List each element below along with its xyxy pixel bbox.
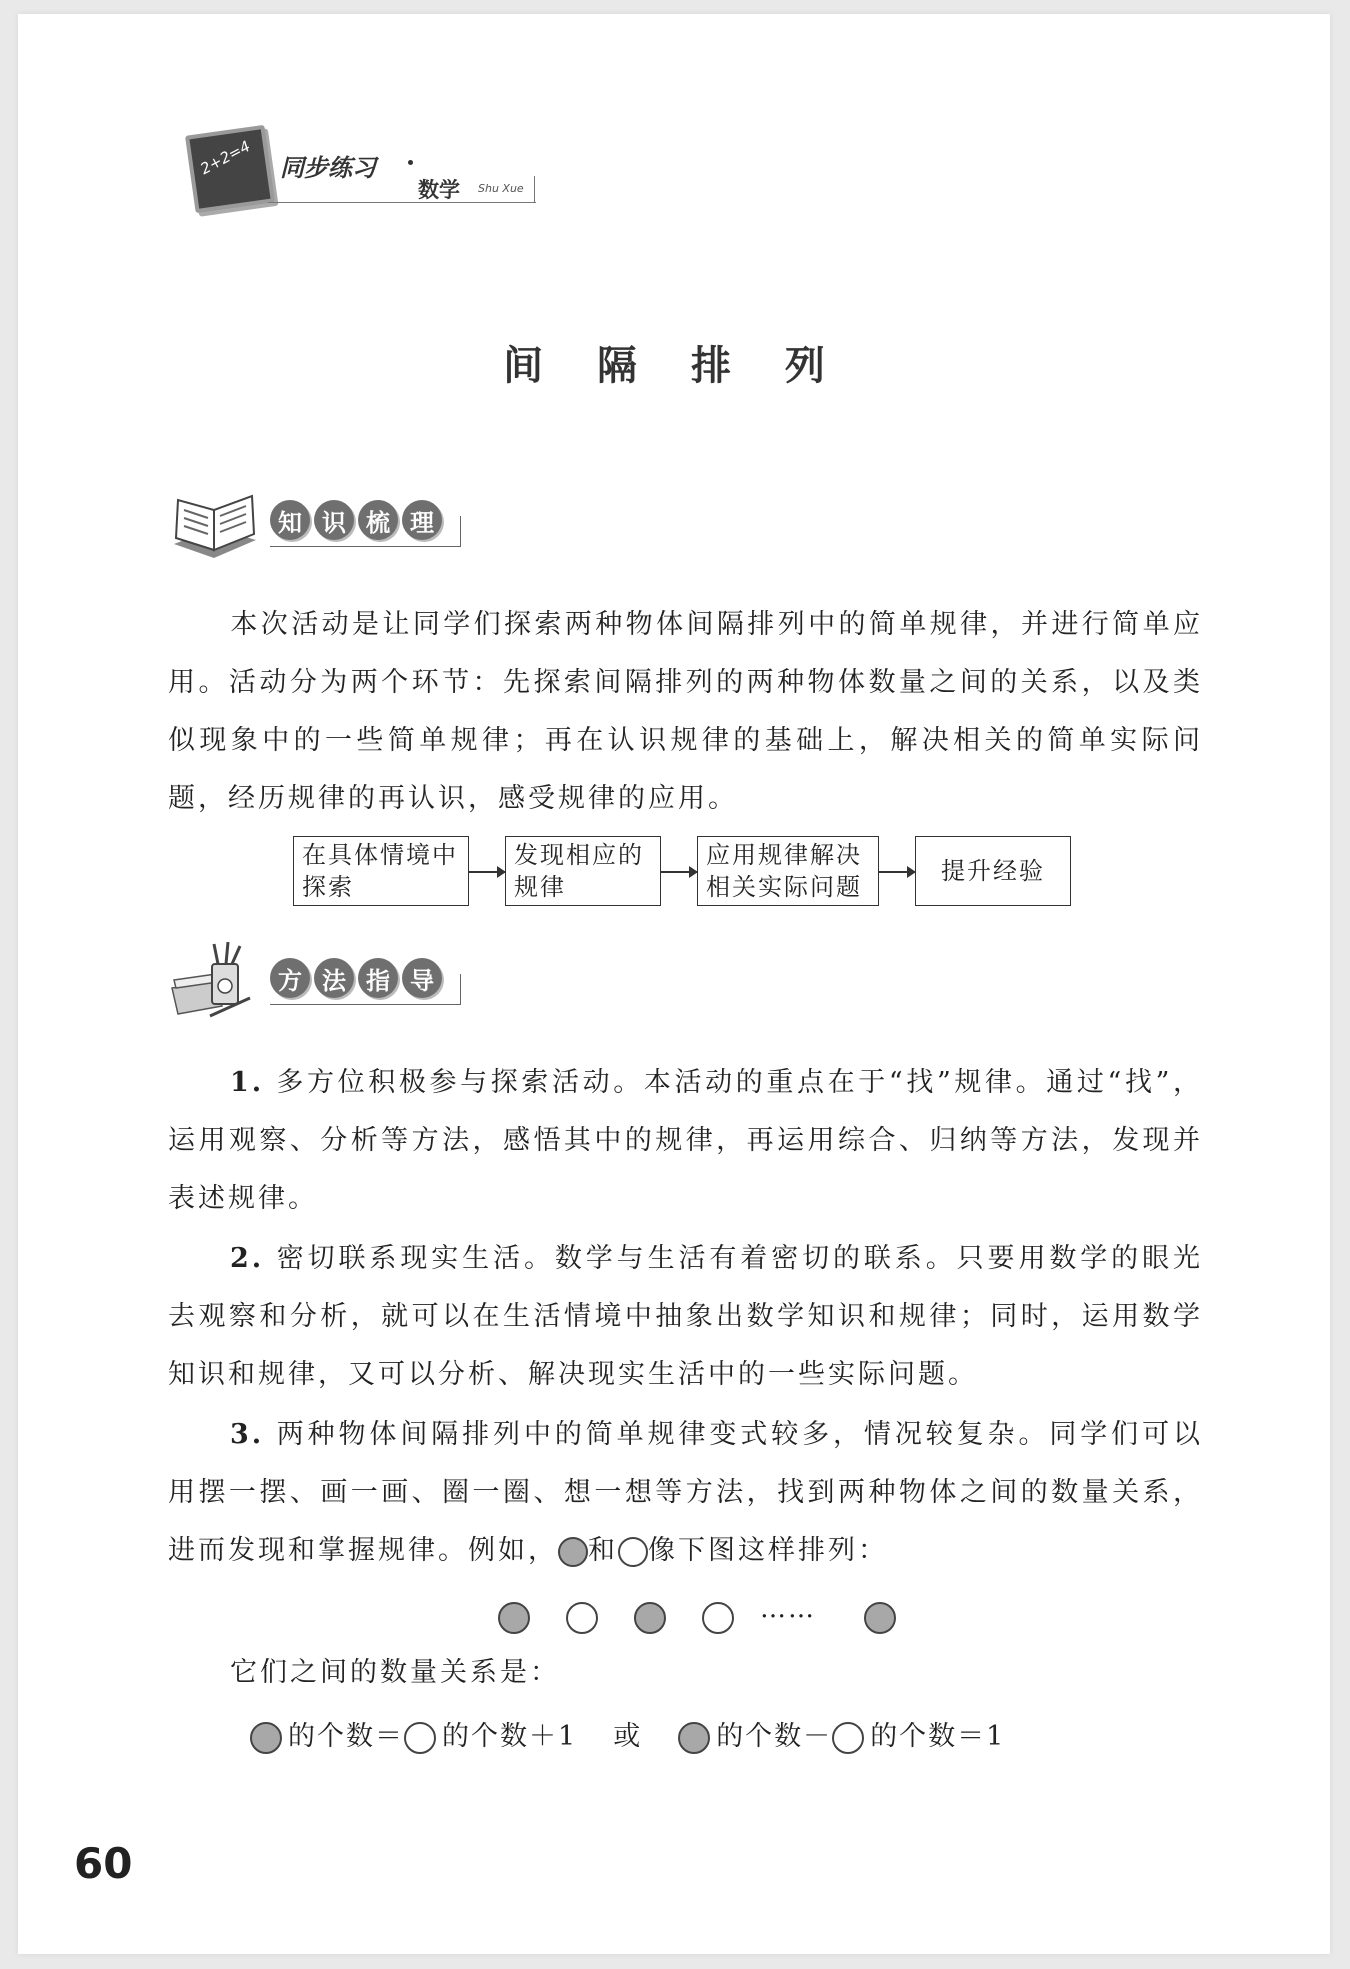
item-text: 多方位积极参与探索活动。本活动的重点在于“找”规律。通过“找”，运用观察、分析等方法，感悟其中的规律，再运用综合、归纳等方法，发现并表述规律。 [168,1067,1203,1214]
header-dot [408,160,413,165]
relation-or: 或 [613,1721,643,1752]
method-item-2 [168,1230,1203,1404]
flow-arrow [879,871,915,873]
page-number: 60 [74,1839,133,1888]
knowledge-paragraph [168,596,1203,828]
flow-step-text: 发现相应的 [514,841,644,869]
chalkboard-icon [185,125,275,213]
section-heading-knowledge [170,484,500,564]
relation-text: 的个数＋1 [442,1721,578,1752]
relation-intro-text: 它们之间的数量关系是： [230,1657,560,1688]
title-badge: 导 [402,958,442,998]
relation-text: 的个数＝ [288,1721,404,1752]
ellipsis: …… [760,1594,816,1624]
subject-label: 数学 [418,178,460,202]
relation-intro [168,1644,1203,1702]
title-badge: 理 [402,500,442,540]
flow-step-3 [697,836,879,906]
section-underline-vertical [460,974,461,1005]
flow-arrow [469,871,505,873]
flow-step-text: 相关实际问题 [706,873,862,901]
page-title: 间 隔 排 列 [503,343,845,389]
header-divider [268,202,536,203]
series-title: 同步练习 [280,154,376,182]
filled-circle-icon [634,1602,666,1634]
item-text: 密切联系现实生活。数学与生活有着密切的联系。只要用数学的眼光去观察和分析，就可以在生活情境中抽象出数学知识和规律；同时，运用数学知识和规律，又可以分析、解决现实生活中的一些实际问题。 [168,1243,1203,1390]
empty-circle-icon [618,1537,648,1567]
title-badge: 指 [358,958,398,998]
title-badge: 知 [270,500,310,540]
knowledge-text: 本次活动是让同学们探索两种物体间隔排列中的简单规律，并进行简单应用。活动分为两个环节：先探索间隔排列的两种物体数量之间的关系，以及类似现象中的一些简单规律；再在认识规律的基础上，解决相关的简单实际问题，经历规律的再认识，感受规律的应用。 [168,609,1203,814]
flow-arrow [661,871,697,873]
filled-circle-icon [498,1602,530,1634]
filled-circle-icon [558,1537,588,1567]
empty-circle-icon [832,1722,864,1754]
flow-step-text: 规律 [514,873,566,901]
section-heading-method [170,942,500,1022]
title-badge: 梳 [358,500,398,540]
circle-sequence [498,1594,918,1642]
empty-circle-icon [404,1722,436,1754]
empty-circle-icon [566,1602,598,1634]
flow-step-4 [915,836,1071,906]
item-text: 和 [588,1535,618,1566]
relation-formula [250,1714,1005,1754]
textbook-page [18,14,1330,1954]
relation-text: 的个数－ [716,1721,833,1752]
title-badge: 法 [314,958,354,998]
section-title-badges [270,958,442,998]
item-number: 2. [230,1243,265,1274]
section-title-badges [270,500,442,540]
filled-circle-icon [678,1722,710,1754]
relation-text: 的个数＝1 [870,1721,1006,1752]
section-underline-vertical [460,516,461,547]
flow-step-1 [293,836,469,906]
title-badge: 识 [314,500,354,540]
flow-step-text: 在具体情境中 [302,841,458,869]
pencil-cup-icon [170,942,260,1018]
item-number: 3. [230,1419,265,1450]
flow-chart [293,836,1093,916]
subject-pinyin: Shu Xue [478,182,524,195]
flow-step-text: 提升经验 [941,857,1045,885]
section-underline [270,546,460,547]
filled-circle-icon [864,1602,896,1634]
flow-step-text: 应用规律解决 [706,841,862,869]
page-header [180,124,540,214]
item-text: 像下图这样排列： [648,1535,888,1566]
flow-step-2 [505,836,661,906]
empty-circle-icon [702,1602,734,1634]
title-badge: 方 [270,958,310,998]
method-item-1 [168,1054,1203,1228]
flow-step-text: 探索 [302,873,354,901]
open-book-icon [170,484,260,560]
section-underline [270,1004,460,1005]
item-text: 两种物体间隔排列中的简单规律变式较多，情况较复杂。同学们可以用摆一摆、画一画、圈一圈、想一想等方法，找到两种物体之间的数量关系，进而发现和掌握规律。例如， [168,1419,1203,1566]
chalkboard-equation: 2+2=4 [197,136,254,179]
header-divider-vertical [534,176,535,203]
item-number: 1. [230,1067,265,1098]
filled-circle-icon [250,1722,282,1754]
method-item-3 [168,1406,1203,1580]
